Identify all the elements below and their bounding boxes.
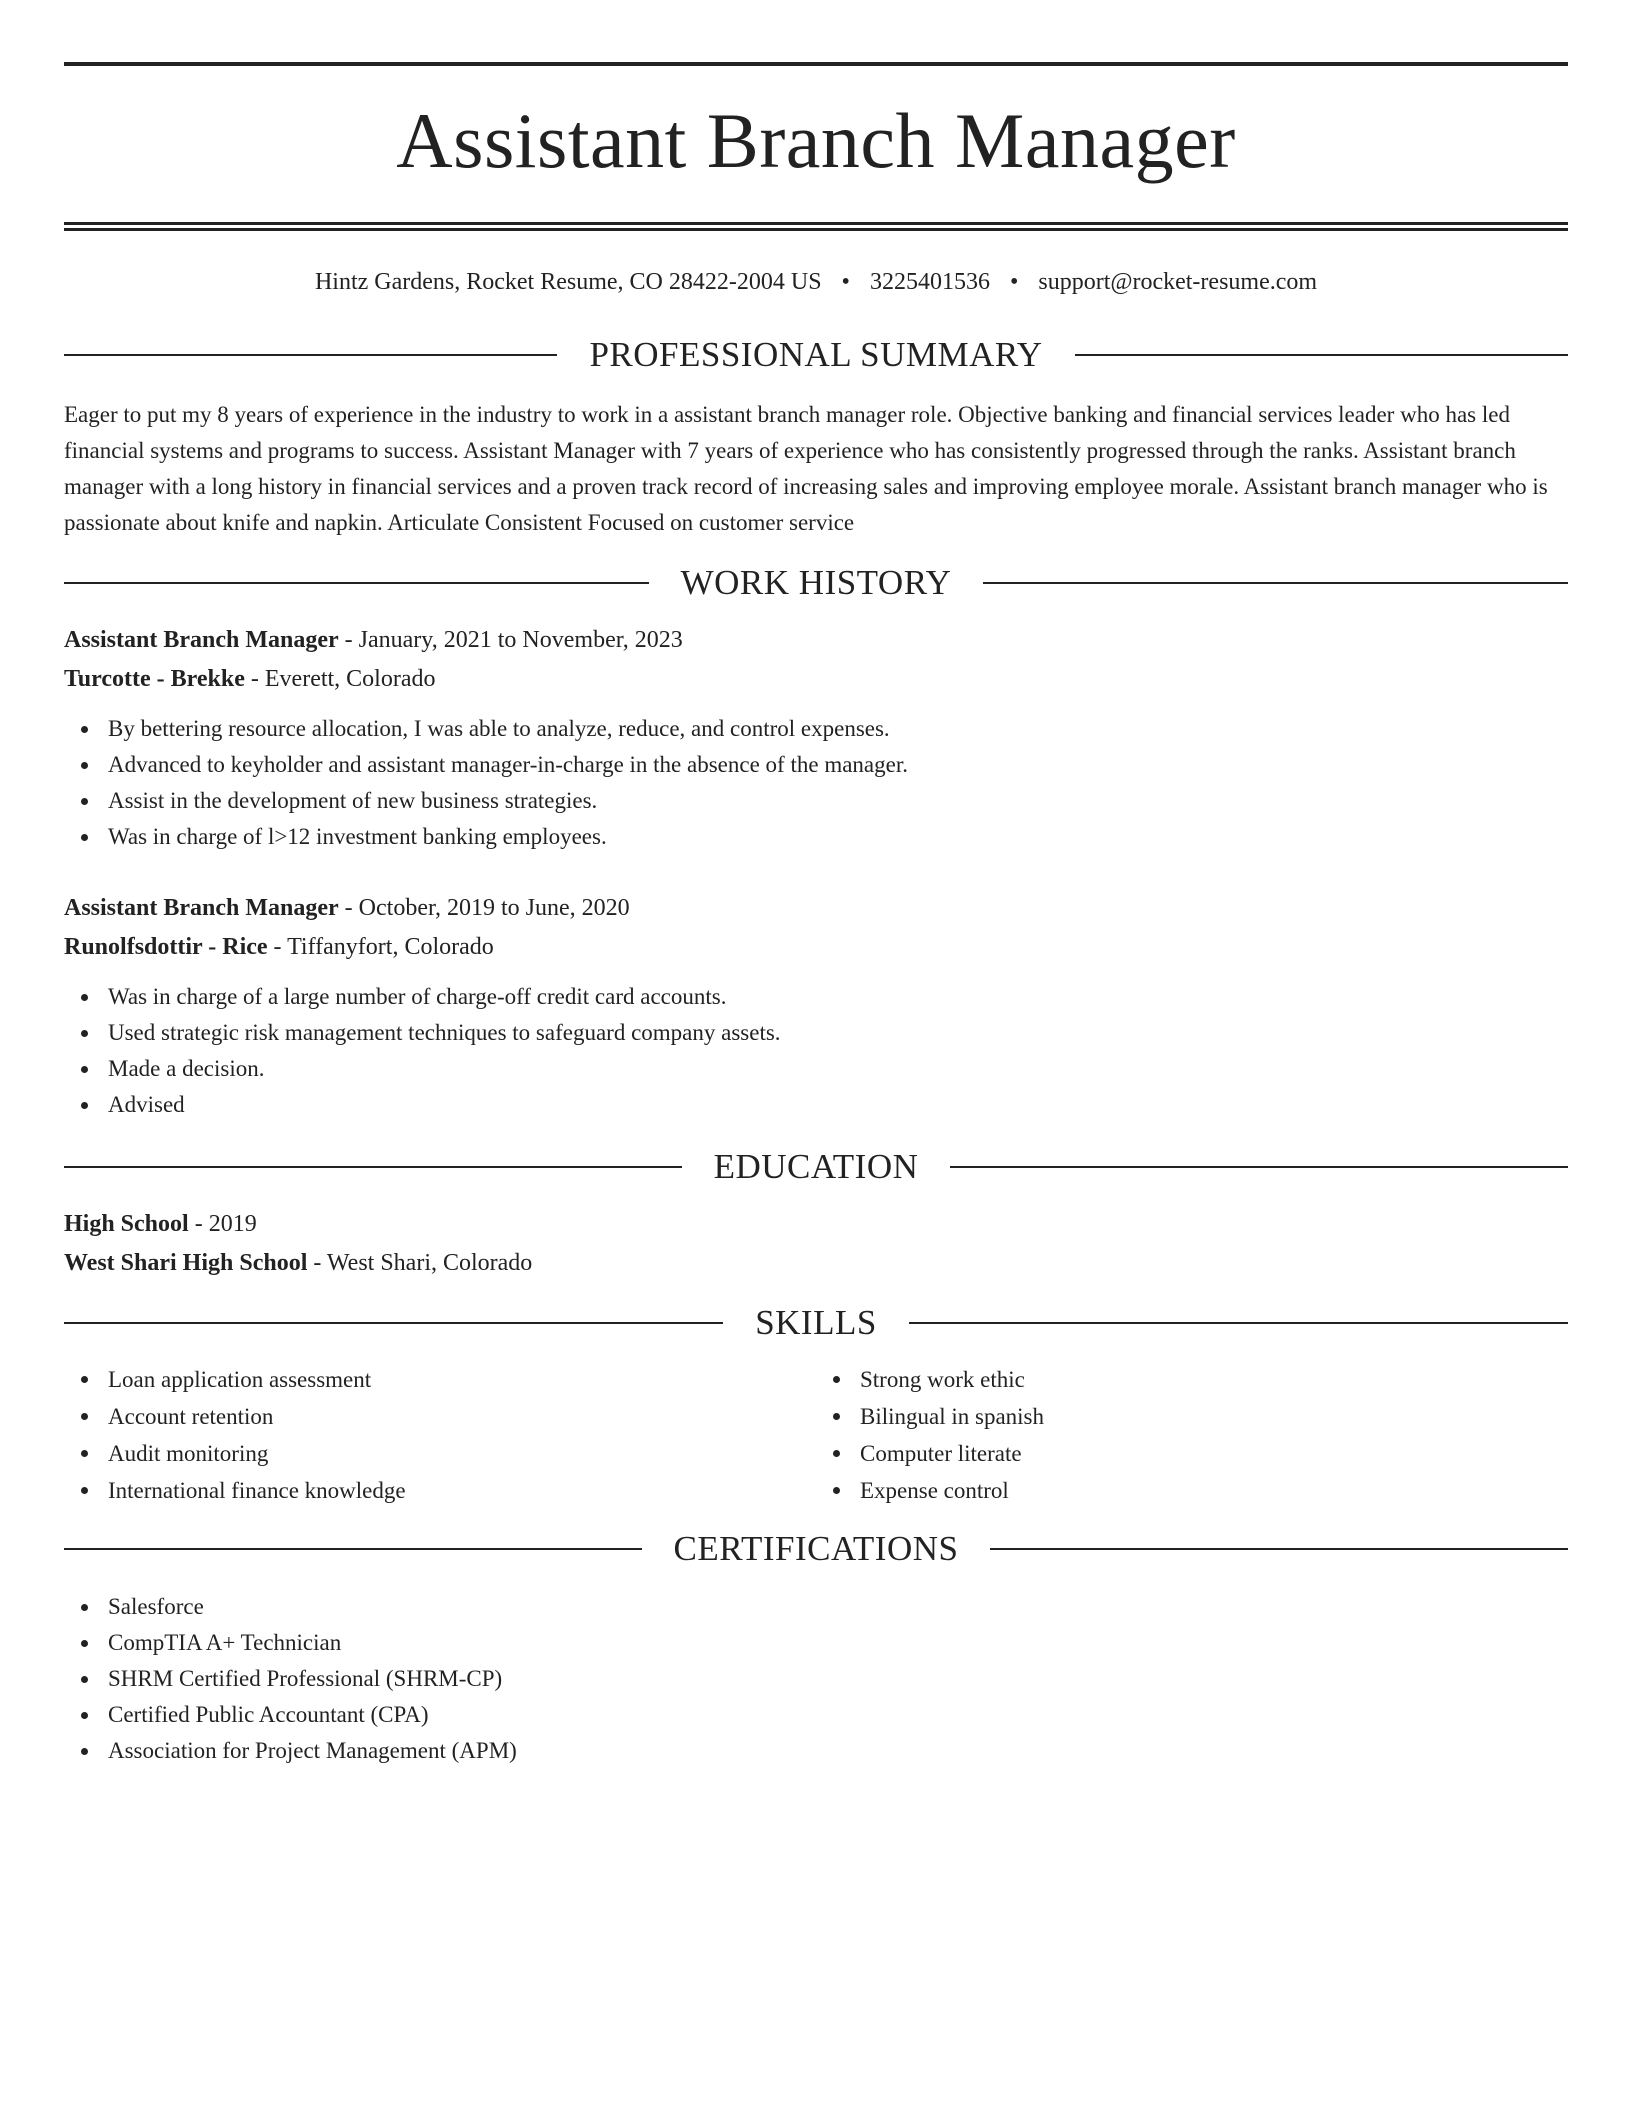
job-entry: [64, 889, 1568, 1123]
list-item: CompTIA A+ Technician: [64, 1625, 1568, 1661]
list-item: Association for Project Management (APM): [64, 1733, 1568, 1769]
job-company-line: [64, 928, 1568, 967]
job-company: Runolfsdottir - Rice: [64, 934, 268, 960]
section-title: PROFESSIONAL SUMMARY: [589, 335, 1043, 374]
certifications-list: [64, 1589, 1568, 1769]
skills-list: [816, 1361, 1568, 1509]
list-item: Expense control: [816, 1472, 1568, 1509]
list-item: By bettering resource allocation, I was able to analyze, reduce, and control expenses.: [64, 711, 1568, 747]
section-rule: [64, 1322, 723, 1324]
list-item: Assist in the development of new business strategies.: [64, 783, 1568, 819]
section-rule: [64, 582, 649, 584]
section-title: CERTIFICATIONS: [673, 1529, 959, 1568]
list-item: Audit monitoring: [64, 1435, 816, 1472]
job-company: Turcotte - Brekke: [64, 666, 245, 692]
section-rule: [64, 354, 557, 356]
section-header-education: [64, 1147, 1568, 1187]
section-title: EDUCATION: [713, 1147, 919, 1186]
section-header-work-history: [64, 563, 1568, 603]
job-dates: - January, 2021 to November, 2023: [338, 627, 683, 653]
section-header-skills: [64, 1303, 1568, 1343]
list-item: Account retention: [64, 1398, 816, 1435]
skills-grid: [64, 1361, 1568, 1509]
section-rule: [983, 582, 1568, 584]
list-item: Computer literate: [816, 1435, 1568, 1472]
job-title-line: [64, 621, 1568, 660]
section-header-certifications: [64, 1529, 1568, 1569]
contact-separator: •: [841, 269, 850, 295]
list-item: SHRM Certified Professional (SHRM-CP): [64, 1661, 1568, 1697]
list-item: Certified Public Accountant (CPA): [64, 1697, 1568, 1733]
contact-address: Hintz Gardens, Rocket Resume, CO 28422-2004 US: [314, 269, 822, 295]
list-item: Advised: [64, 1087, 1568, 1123]
job-bullets: [64, 979, 1568, 1123]
list-item: Loan application assessment: [64, 1361, 816, 1398]
job-title: Assistant Branch Manager: [64, 895, 339, 921]
job-title-line: [64, 889, 1568, 928]
list-item: Was in charge of l>12 investment banking employees.: [64, 819, 1568, 855]
list-item: Advanced to keyholder and assistant manager-in-charge in the absence of the manager.: [64, 747, 1568, 783]
section-rule: [950, 1166, 1568, 1168]
section-rule: [64, 1548, 642, 1550]
list-item: Used strategic risk management techniques to safeguard company assets.: [64, 1015, 1568, 1051]
contact-separator: •: [1009, 269, 1019, 295]
list-item: Bilingual in spanish: [816, 1398, 1568, 1435]
list-item: Made a decision.: [64, 1051, 1568, 1087]
education-degree-line: [64, 1205, 1568, 1244]
list-item: International finance knowledge: [64, 1472, 816, 1509]
job-location: - Tiffanyfort, Colorado: [267, 934, 494, 960]
skills-column-left: [64, 1361, 816, 1509]
list-item: Strong work ethic: [816, 1361, 1568, 1398]
contact-line: [64, 267, 1568, 297]
double-rule: [64, 222, 1568, 231]
education-school-line: [64, 1244, 1568, 1283]
education-year: - 2019: [188, 1211, 257, 1237]
section-title: WORK HISTORY: [680, 563, 952, 602]
contact-email: support@rocket-resume.com: [1038, 269, 1318, 295]
section-rule: [909, 1322, 1568, 1324]
section-header-summary: [64, 335, 1568, 375]
job-title: Assistant Branch Manager: [64, 627, 339, 653]
skills-column-right: [816, 1361, 1568, 1509]
education-school: West Shari High School: [64, 1250, 308, 1276]
job-location: - Everett, Colorado: [244, 666, 436, 692]
resume-name: Assistant Branch Manager: [396, 97, 1236, 184]
section-rule: [990, 1548, 1568, 1550]
education-degree: High School: [64, 1211, 189, 1237]
section-title: SKILLS: [755, 1303, 877, 1342]
section-rule: [64, 1166, 682, 1168]
job-bullets: [64, 711, 1568, 855]
section-rule: [1075, 354, 1568, 356]
contact-phone: 3225401536: [869, 269, 990, 295]
summary-text: Eager to put my 8 years of experience in the industry to work in a assistant branch manager role. Objective banking and financial services leader who has led financial systems and programs to success. Assistant Manager with 7 years of experience who has consistently progressed through the ranks. Assistant branch manager with a long history in financial services and a proven track record of increasing sales and improving employee morale. Assistant branch manager who is passionate about knife and napkin. Articulate Consistent Focused on customer service: [64, 402, 1548, 535]
job-company-line: [64, 660, 1568, 699]
list-item: Was in charge of a large number of charge-off credit card accounts.: [64, 979, 1568, 1015]
job-entry: [64, 621, 1568, 855]
job-dates: - October, 2019 to June, 2020: [338, 895, 630, 921]
list-item: Salesforce: [64, 1589, 1568, 1625]
education-location: - West Shari, Colorado: [307, 1250, 533, 1276]
skills-list: [64, 1361, 816, 1509]
